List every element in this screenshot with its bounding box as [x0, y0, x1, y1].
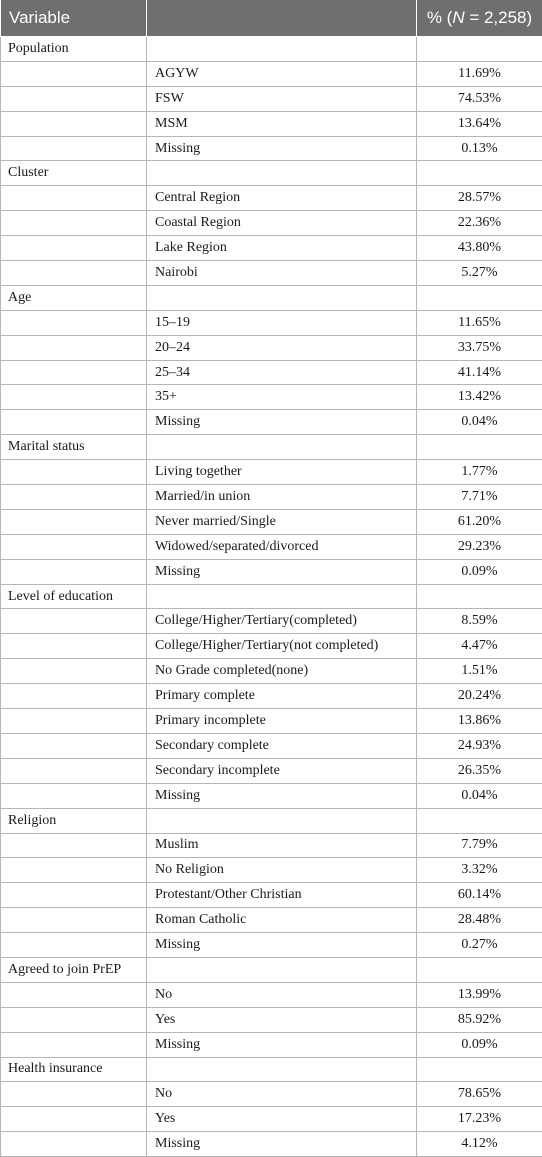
- empty-cell: [1, 733, 147, 758]
- empty-cell: [1, 186, 147, 211]
- table-row: [1, 385, 542, 410]
- category-row: [1, 285, 542, 310]
- table-row: [1, 1107, 542, 1132]
- percent-header-suffix: = 2,258): [464, 8, 533, 27]
- subgroup-label: Missing: [147, 1032, 417, 1057]
- percent-value: 7.79%: [417, 833, 542, 858]
- subgroup-column-header: [147, 0, 417, 37]
- empty-cell: [147, 957, 417, 982]
- empty-cell: [1, 385, 147, 410]
- empty-cell: [147, 435, 417, 460]
- empty-cell: [147, 584, 417, 609]
- empty-cell: [1, 1132, 147, 1157]
- empty-cell: [1, 609, 147, 634]
- category-label: Cluster: [1, 161, 147, 186]
- table-row: [1, 61, 542, 86]
- empty-cell: [1, 858, 147, 883]
- table-row: [1, 360, 542, 385]
- subgroup-label: Living together: [147, 460, 417, 485]
- table-row: [1, 1032, 542, 1057]
- subgroup-label: Married/in union: [147, 485, 417, 510]
- percent-value: 13.64%: [417, 111, 542, 136]
- empty-cell: [1, 684, 147, 709]
- category-label: Agreed to join PrEP: [1, 957, 147, 982]
- category-label: Age: [1, 285, 147, 310]
- subgroup-label: No: [147, 982, 417, 1007]
- percent-value: 8.59%: [417, 609, 542, 634]
- table-row: [1, 261, 542, 286]
- table-row: [1, 1007, 542, 1032]
- percent-value: 0.09%: [417, 559, 542, 584]
- subgroup-label: Primary complete: [147, 684, 417, 709]
- category-row: [1, 161, 542, 186]
- percent-value: 41.14%: [417, 360, 542, 385]
- subgroup-label: Widowed/separated/divorced: [147, 534, 417, 559]
- percent-value: 26.35%: [417, 758, 542, 783]
- percent-value: 1.51%: [417, 659, 542, 684]
- table-row: [1, 211, 542, 236]
- table-row: [1, 136, 542, 161]
- empty-cell: [147, 808, 417, 833]
- category-row: [1, 1057, 542, 1082]
- empty-cell: [1, 534, 147, 559]
- percent-value: 28.48%: [417, 908, 542, 933]
- empty-cell: [417, 584, 542, 609]
- empty-cell: [1, 758, 147, 783]
- table-row: [1, 709, 542, 734]
- table-row: [1, 609, 542, 634]
- empty-cell: [1, 833, 147, 858]
- empty-cell: [1, 559, 147, 584]
- percent-value: 78.65%: [417, 1082, 542, 1107]
- table-row: [1, 858, 542, 883]
- percent-value: 0.27%: [417, 933, 542, 958]
- table-row: [1, 460, 542, 485]
- table-row: [1, 186, 542, 211]
- percent-value: 61.20%: [417, 509, 542, 534]
- category-row: [1, 584, 542, 609]
- table-row: [1, 410, 542, 435]
- subgroup-label: 20–24: [147, 335, 417, 360]
- empty-cell: [1, 211, 147, 236]
- table-row: [1, 908, 542, 933]
- table-row: [1, 310, 542, 335]
- category-label: Religion: [1, 808, 147, 833]
- empty-cell: [1, 933, 147, 958]
- empty-cell: [417, 957, 542, 982]
- table-row: [1, 559, 542, 584]
- subgroup-label: Nairobi: [147, 261, 417, 286]
- table-row: [1, 684, 542, 709]
- table-row: [1, 111, 542, 136]
- empty-cell: [1, 634, 147, 659]
- percent-header-prefix: % (: [426, 8, 453, 27]
- percent-value: 60.14%: [417, 883, 542, 908]
- empty-cell: [147, 37, 417, 62]
- subgroup-label: 15–19: [147, 310, 417, 335]
- subgroup-label: Lake Region: [147, 236, 417, 261]
- subgroup-label: Yes: [147, 1107, 417, 1132]
- percent-value: 0.04%: [417, 410, 542, 435]
- empty-cell: [1, 335, 147, 360]
- empty-cell: [1, 509, 147, 534]
- table-body: [1, 37, 542, 1157]
- subgroup-label: FSW: [147, 86, 417, 111]
- table-row: [1, 659, 542, 684]
- subgroup-label: Missing: [147, 1132, 417, 1157]
- percent-value: 13.86%: [417, 709, 542, 734]
- percent-value: 74.53%: [417, 86, 542, 111]
- subgroup-label: 35+: [147, 385, 417, 410]
- category-row: [1, 957, 542, 982]
- subgroup-label: Secondary complete: [147, 733, 417, 758]
- table-row: [1, 982, 542, 1007]
- table-header: [1, 0, 542, 37]
- percent-value: 85.92%: [417, 1007, 542, 1032]
- empty-cell: [1, 783, 147, 808]
- empty-cell: [1, 883, 147, 908]
- percent-value: 5.27%: [417, 261, 542, 286]
- subgroup-label: Missing: [147, 783, 417, 808]
- empty-cell: [1, 1082, 147, 1107]
- table-row: [1, 758, 542, 783]
- subgroup-label: No Grade completed(none): [147, 659, 417, 684]
- variable-column-header: Variable: [1, 0, 147, 37]
- category-row: [1, 808, 542, 833]
- subgroup-label: Yes: [147, 1007, 417, 1032]
- empty-cell: [1, 1007, 147, 1032]
- empty-cell: [1, 360, 147, 385]
- percent-value: 20.24%: [417, 684, 542, 709]
- percent-value: 3.32%: [417, 858, 542, 883]
- percent-value: 0.04%: [417, 783, 542, 808]
- table-row: [1, 335, 542, 360]
- table-row: [1, 733, 542, 758]
- table-row: [1, 1082, 542, 1107]
- table-row: [1, 883, 542, 908]
- empty-cell: [1, 460, 147, 485]
- table-row: [1, 933, 542, 958]
- empty-cell: [1, 61, 147, 86]
- percent-value: 24.93%: [417, 733, 542, 758]
- percent-value: 33.75%: [417, 335, 542, 360]
- subgroup-label: Primary incomplete: [147, 709, 417, 734]
- empty-cell: [417, 435, 542, 460]
- table-row: [1, 485, 542, 510]
- empty-cell: [1, 261, 147, 286]
- empty-cell: [417, 161, 542, 186]
- empty-cell: [1, 136, 147, 161]
- subgroup-label: Roman Catholic: [147, 908, 417, 933]
- subgroup-label: No Religion: [147, 858, 417, 883]
- empty-cell: [1, 982, 147, 1007]
- subgroup-label: Protestant/Other Christian: [147, 883, 417, 908]
- percent-value: 17.23%: [417, 1107, 542, 1132]
- table-row: [1, 783, 542, 808]
- subgroup-label: MSM: [147, 111, 417, 136]
- empty-cell: [1, 1107, 147, 1132]
- subgroup-label: College/Higher/Tertiary(not completed): [147, 634, 417, 659]
- empty-cell: [1, 908, 147, 933]
- subgroup-label: Missing: [147, 559, 417, 584]
- empty-cell: [1, 1032, 147, 1057]
- empty-cell: [417, 1057, 542, 1082]
- empty-cell: [1, 310, 147, 335]
- table-row: [1, 86, 542, 111]
- subgroup-label: College/Higher/Tertiary(completed): [147, 609, 417, 634]
- subgroup-label: Coastal Region: [147, 211, 417, 236]
- subgroup-label: Central Region: [147, 186, 417, 211]
- header-row: [1, 0, 542, 37]
- empty-cell: [1, 709, 147, 734]
- subgroup-label: 25–34: [147, 360, 417, 385]
- table-row: [1, 1132, 542, 1157]
- table-row: [1, 236, 542, 261]
- percent-value: 4.47%: [417, 634, 542, 659]
- empty-cell: [1, 236, 147, 261]
- category-row: [1, 37, 542, 62]
- percent-value: 22.36%: [417, 211, 542, 236]
- subgroup-label: Muslim: [147, 833, 417, 858]
- empty-cell: [1, 111, 147, 136]
- empty-cell: [1, 659, 147, 684]
- percent-header-n: N: [452, 8, 465, 27]
- empty-cell: [147, 1057, 417, 1082]
- subgroup-label: AGYW: [147, 61, 417, 86]
- percent-value: 0.13%: [417, 136, 542, 161]
- empty-cell: [147, 285, 417, 310]
- empty-cell: [1, 86, 147, 111]
- empty-cell: [1, 485, 147, 510]
- percent-value: 43.80%: [417, 236, 542, 261]
- category-label: Level of education: [1, 584, 147, 609]
- category-label: Marital status: [1, 435, 147, 460]
- empty-cell: [417, 808, 542, 833]
- percent-value: 4.12%: [417, 1132, 542, 1157]
- table-row: [1, 634, 542, 659]
- percent-value: 28.57%: [417, 186, 542, 211]
- percent-column-header: [417, 0, 542, 37]
- table-row: [1, 534, 542, 559]
- subgroup-label: Secondary incomplete: [147, 758, 417, 783]
- subgroup-label: Missing: [147, 933, 417, 958]
- percent-value: 13.42%: [417, 385, 542, 410]
- table-row: [1, 833, 542, 858]
- empty-cell: [147, 161, 417, 186]
- subgroup-label: Missing: [147, 410, 417, 435]
- percent-value: 13.99%: [417, 982, 542, 1007]
- category-row: [1, 435, 542, 460]
- table-row: [1, 509, 542, 534]
- category-label: Population: [1, 37, 147, 62]
- empty-cell: [1, 410, 147, 435]
- percent-value: 1.77%: [417, 460, 542, 485]
- empty-cell: [417, 37, 542, 62]
- percent-value: 11.69%: [417, 61, 542, 86]
- subgroup-label: No: [147, 1082, 417, 1107]
- percent-value: 29.23%: [417, 534, 542, 559]
- category-label: Health insurance: [1, 1057, 147, 1082]
- percent-value: 11.65%: [417, 310, 542, 335]
- empty-cell: [417, 285, 542, 310]
- percent-value: 0.09%: [417, 1032, 542, 1057]
- subgroup-label: Missing: [147, 136, 417, 161]
- subgroup-label: Never married/Single: [147, 509, 417, 534]
- percent-value: 7.71%: [417, 485, 542, 510]
